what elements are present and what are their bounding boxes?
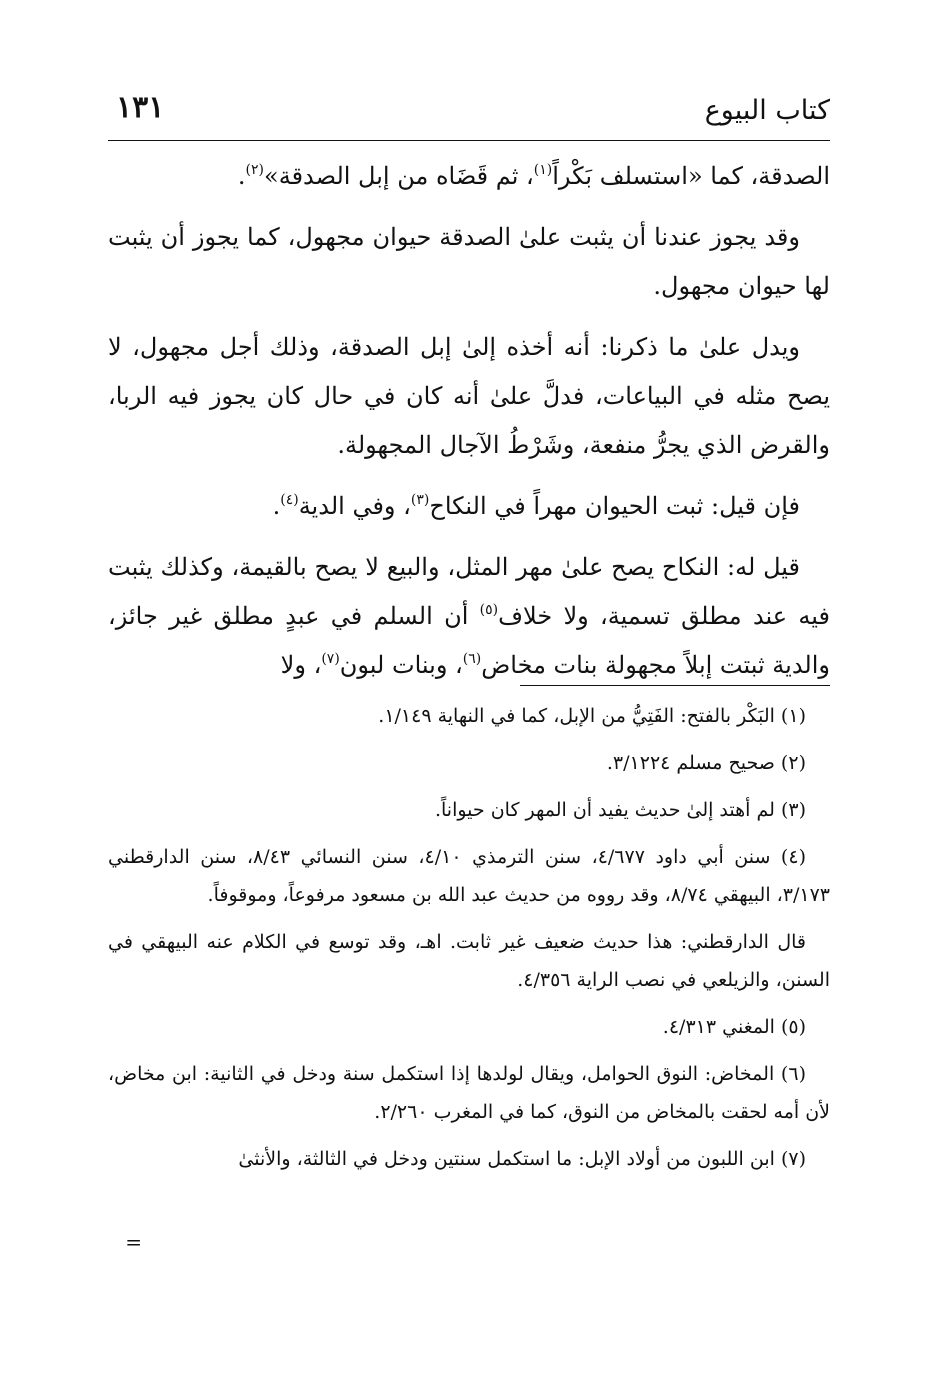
footnote-ref-4: (٤)	[280, 492, 299, 508]
paragraph-5-text-b: أن السلم في عبدٍ مطلق غير جائز، والدية ثبتت إبلاً مجهولة بنات مخاض	[108, 602, 830, 679]
paragraph-3: ويدل علىٰ ما ذكرنا: أنه أخذه إلىٰ إبل الصدقة، وذلك أجل مجهول، لا يصح مثله في البياعات، فدلَّ علىٰ أنه كان في حال كان يجوز فيه الربا، والقرض الذي يجرُّ منفعة، وشَرْطُ الآجال المجهولة.	[108, 333, 830, 459]
footnote-ref-3: (٣)	[410, 492, 430, 508]
page-number: ١٣١	[116, 90, 165, 125]
footnote-7: (٧) ابن اللبون من أولاد الإبل: ما استكمل سنتين ودخل في الثالثة، والأنثىٰ	[238, 1148, 806, 1170]
footnote-ref-7: (٧)	[321, 651, 340, 667]
footnotes	[108, 697, 830, 1187]
paragraph-1-text-c: .	[237, 162, 246, 190]
paragraph-4	[108, 482, 830, 531]
running-header	[108, 88, 830, 134]
footnote-2: (٢) صحيح مسلم ٣/١٢٢٤.	[606, 752, 806, 774]
paragraph-5	[108, 543, 830, 690]
footnote-ref-5: (٥)	[479, 602, 499, 618]
paragraph-4-text-a: فإن قيل: ثبت الحيوان مهراً في النكاح	[429, 492, 800, 520]
footnote-separator	[520, 685, 830, 686]
footnote-ref-1: (١)	[533, 162, 553, 178]
paragraph-1	[108, 152, 830, 201]
paragraph-1-text-a: الصدقة، كما «استسلف بَكْراً	[552, 162, 830, 190]
footnote-ref-6: (٦)	[462, 651, 482, 667]
footnote-4: (٤) سنن أبي داود ٤/٦٧٧، سنن الترمذي ٤/١٠، سنن النسائي ٨/٤٣، سنن الدارقطني ٣/١٧٣، البيهقي ٨/٧٤، وقد رووه من حديث عبد الله بن مسعود مرفوعاً، وموقوفاً.	[108, 846, 830, 906]
footnote-ref-2: (٢)	[245, 162, 265, 178]
paragraph-5-text-c: ، وبنات لبون	[339, 651, 463, 679]
chapter-title: كتاب البيوع	[704, 95, 830, 126]
main-text	[108, 152, 830, 702]
paragraph-5-text-a: قيل له: النكاح يصح علىٰ مهر المثل، والبيع لا يصح بالقيمة، وكذلك يثبت فيه عند مطلق تسمية، ولا خلاف	[108, 553, 830, 630]
paragraph-2: وقد يجوز عندنا أن يثبت علىٰ الصدقة حيوان مجهول، كما يجوز أن يثبت لها حيوان مجهول.	[108, 223, 830, 300]
footnote-5: (٥) المغني ٤/٣١٣.	[662, 1016, 806, 1038]
footnote-4-continued: قال الدارقطني: هذا حديث ضعيف غير ثابت. اهـ، وقد توسع في الكلام عنه البيهقي في السنن، والزيلعي في نصب الراية ٤/٣٥٦.	[108, 931, 830, 991]
footnote-1: (١) البَكْر بالفتح: الفَتِيُّ من الإبل، كما في النهاية ١/١٤٩.	[378, 705, 806, 727]
footnote-6: (٦) المخاض: النوق الحوامل، ويقال لولدها إذا استكمل سنة ودخل في الثانية: ابن مخاض، لأن أمه لحقت بالمخاض من النوق، كما في المغرب ٢/٢٦٠.	[108, 1063, 830, 1123]
paragraph-5-text-d: ، ولا	[280, 651, 322, 679]
header-divider	[108, 140, 830, 141]
continuation-mark: =	[125, 1230, 142, 1254]
footnote-3: (٣) لم أهتد إلىٰ حديث يفيد أن المهر كان حيواناً.	[434, 799, 806, 821]
paragraph-4-text-b: ، وفي الدية	[298, 492, 411, 520]
paragraph-1-text-b: ، ثم قَضَاه من إبل الصدقة»	[264, 162, 534, 190]
paragraph-4-text-c: .	[272, 492, 281, 520]
